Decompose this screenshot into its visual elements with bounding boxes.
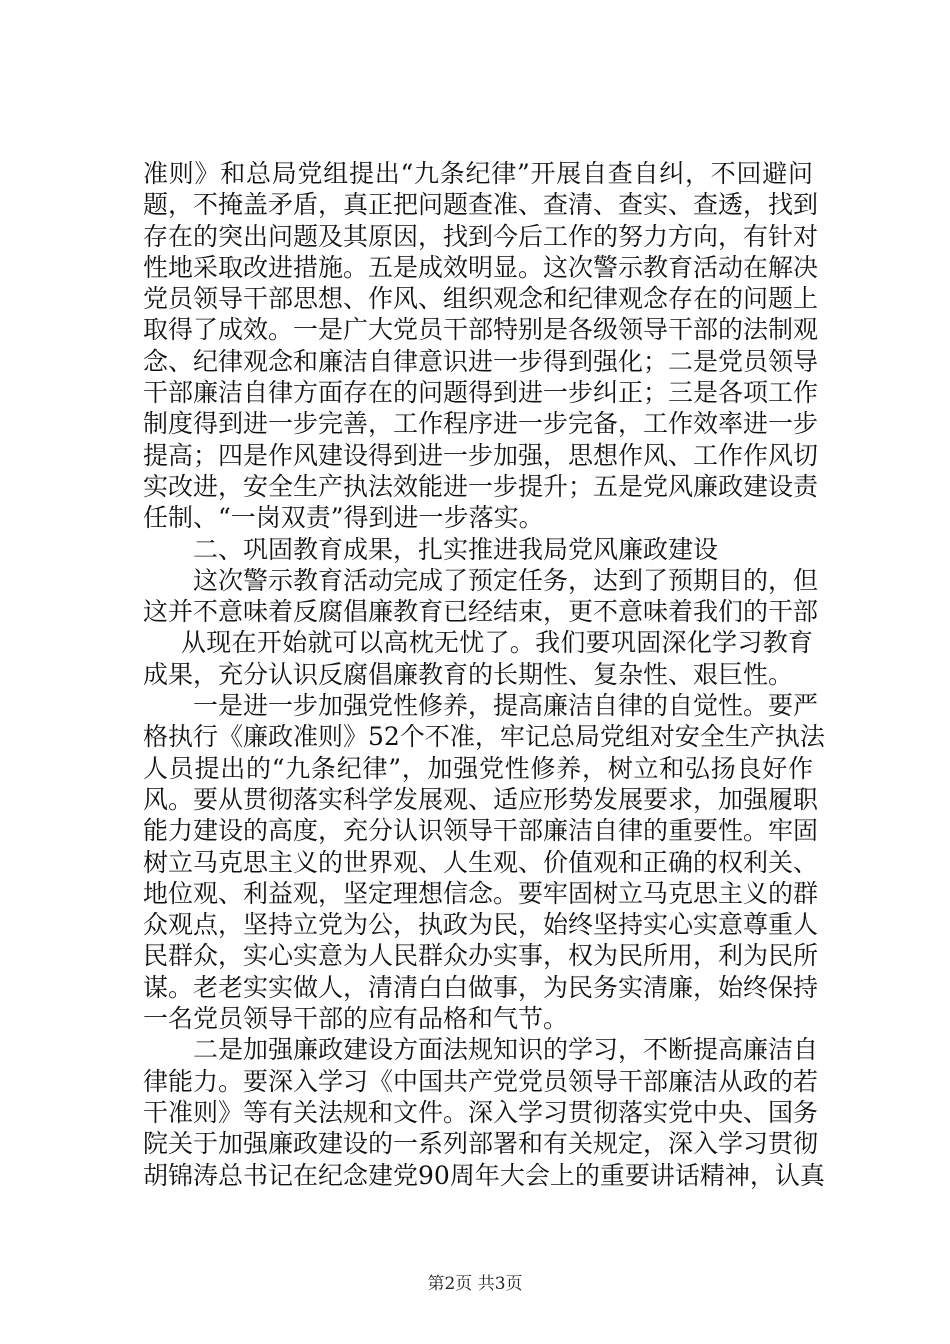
text-line: 格执行《廉政准则》52个不准，牢记总局党组对安全生产执法 xyxy=(143,722,825,752)
text-line: 这次警示教育活动完成了预定任务，达到了预期目的，但 xyxy=(193,565,819,595)
text-line: 念、纪律观念和廉洁自律意识进一步得到强化；二是党员领导 xyxy=(143,346,819,376)
text-line: 民群众，实心实意为人民群众办实事，权为民所用，利为民所 xyxy=(143,941,819,971)
text-line: 地位观、利益观，坚定理想信念。要牢固树立马克思主义的群 xyxy=(143,878,819,908)
text-line: 党员领导干部思想、作风、组织观念和纪律观念存在的问题上 xyxy=(143,284,819,314)
text-line: 成果，充分认识反腐倡廉教育的长期性、复杂性、艰巨性。 xyxy=(143,659,794,689)
text-line: 这并不意味着反腐倡廉教育已经结束，更不意味着我们的干部 xyxy=(143,597,819,627)
text-line: 众观点，坚持立党为公，执政为民，始终坚持实心实意尊重人 xyxy=(143,910,819,940)
text-line: 干准则》等有关法规和文件。深入学习贯彻落实党中央、国务 xyxy=(143,1097,819,1127)
text-line: 谋。老老实实做人，清清白白做事，为民务实清廉，始终保持 xyxy=(143,972,819,1002)
text-line: 律能力。要深入学习《中国共产党党员领导干部廉洁从政的若 xyxy=(143,1066,819,1096)
text-line: 胡锦涛总书记在纪念建党90周年大会上的重要讲话精神，认真 xyxy=(143,1160,825,1190)
text-line: 一是进一步加强党性修养，提高廉洁自律的自觉性。要严 xyxy=(193,691,819,721)
text-line: 树立马克思主义的世界观、人生观、价值观和正确的权利关、 xyxy=(143,847,819,877)
text-line: 干部廉洁自律方面存在的问题得到进一步纠正；三是各项工作 xyxy=(143,378,819,408)
text-line: 存在的突出问题及其原因，找到今后工作的努力方向，有针对 xyxy=(143,221,819,251)
text-line: 能力建设的高度，充分认识领导干部廉洁自律的重要性。牢固 xyxy=(143,816,819,846)
section-heading: 二、巩固教育成果，扎实推进我局党风廉政建设 xyxy=(193,534,719,564)
text-line: 风。要从贯彻落实科学发展观、适应形势发展要求，加强履职 xyxy=(143,784,819,814)
page-number-footer: 第2页 共3页 xyxy=(427,1274,523,1294)
text-line: 实改进，安全生产执法效能进一步提升；五是党风廉政建设责 xyxy=(143,471,819,501)
text-line: 一名党员领导干部的应有品格和气节。 xyxy=(143,1004,569,1034)
text-line: 题，不掩盖矛盾，真正把问题查准、查清、查实、查透，找到 xyxy=(143,190,819,220)
text-line: 人员提出的“九条纪律”，加强党性修养，树立和弘扬良好作 xyxy=(143,753,813,783)
text-line: 制度得到进一步完善，工作程序进一步完备，工作效率进一步 xyxy=(143,409,819,439)
text-line: 性地采取改进措施。五是成效明显。这次警示教育活动在解决 xyxy=(143,252,819,282)
document-body xyxy=(143,158,825,1191)
text-line: 取得了成效。一是广大党员干部特别是各级领导干部的法制观 xyxy=(143,315,819,345)
text-line: 二是加强廉政建设方面法规知识的学习，不断提高廉洁自 xyxy=(193,1035,819,1065)
text-line: 准则》和总局党组提出“九条纪律”开展自查自纠，不回避问 xyxy=(143,159,813,188)
text-line: 任制、“一岗双责”得到进一步落实。 xyxy=(143,503,544,533)
text-line: 提高；四是作风建设得到进一步加强，思想作风、工作作风切 xyxy=(143,440,819,470)
text-line: 从现在开始就可以高枕无忧了。我们要巩固深化学习教育 xyxy=(181,628,813,658)
text-line: 院关于加强廉政建设的一系列部署和有关规定，深入学习贯彻 xyxy=(143,1129,819,1159)
